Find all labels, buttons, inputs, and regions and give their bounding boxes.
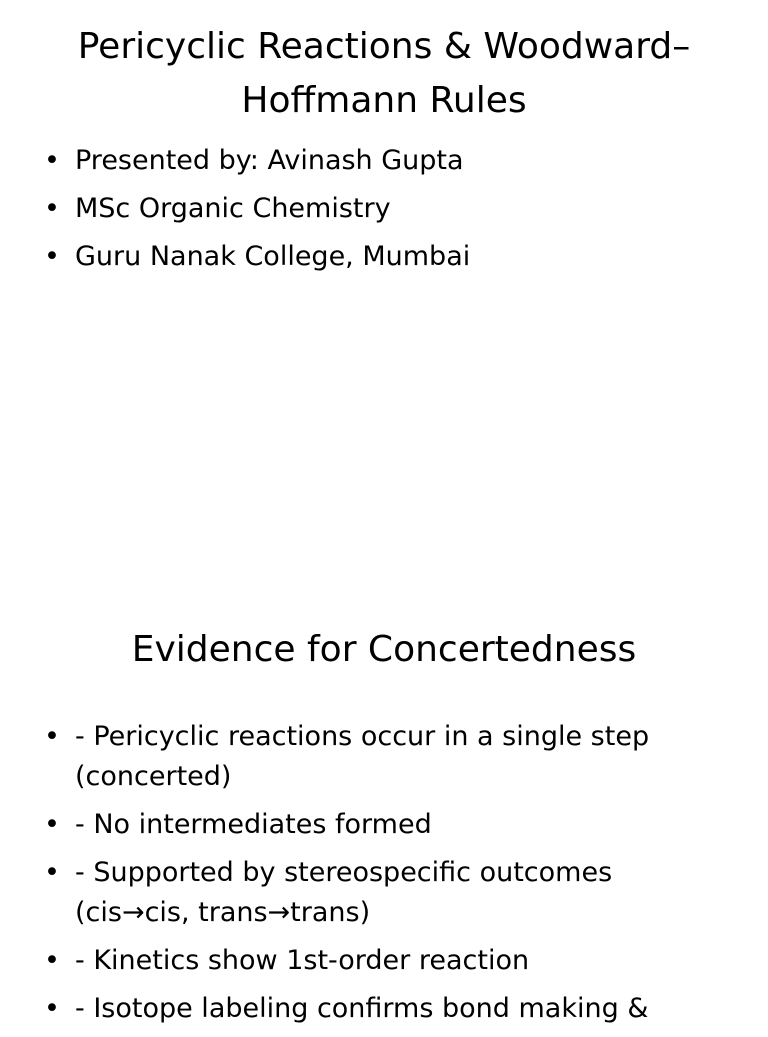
bullet-icon: • [44,145,60,176]
list-item [44,141,684,181]
list-item-text: MSc Organic Chemistry [75,193,391,224]
list-item-text: - Kinetics show 1st-order reaction [75,945,530,976]
list-item [44,941,684,981]
slide-title: Evidence for Concertedness [131,629,637,670]
list-item-text: Guru Nanak College, Mumbai [75,241,471,272]
list-item [44,853,684,933]
list-item-text: - Pericyclic reactions occur in a single step (concerted) [75,721,650,792]
list-item [44,237,684,277]
list-item [44,189,684,229]
bullet-icon: • [44,809,60,840]
bullet-list [44,141,684,285]
list-item-text: - No intermediates formed [75,809,432,840]
list-item-text: - Isotope labeling confirms bond making & [75,993,649,1024]
bullet-icon: • [44,993,60,1024]
list-item [44,989,684,1029]
bullet-icon: • [44,945,60,976]
list-item-text: - Supported by stereospecific outcomes (cis→cis, trans→trans) [75,857,613,928]
slide-title: Pericyclic Reactions & Woodward–Hoffmann Rules [77,26,691,121]
bullet-icon: • [44,721,60,752]
list-item-text: Presented by: Avinash Gupta [75,145,464,176]
bullet-icon: • [44,857,60,888]
bullet-list [44,717,684,1037]
bullet-icon: • [44,241,60,272]
list-item [44,717,684,797]
slide-2 [0,576,768,1024]
bullet-icon: • [44,193,60,224]
list-item [44,805,684,845]
